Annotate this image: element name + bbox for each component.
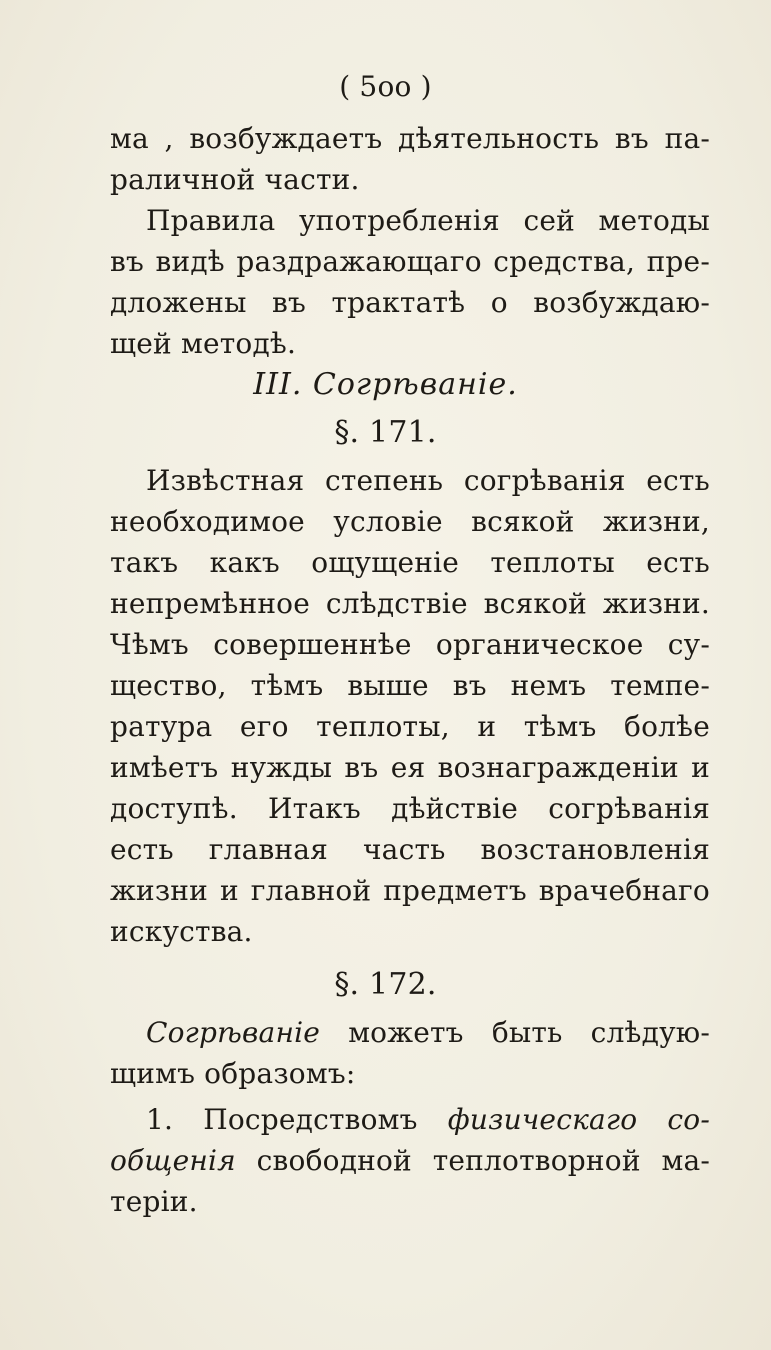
italic-term: Согрѣваніе (146, 1016, 321, 1049)
page-number: ( 5oo ) (339, 70, 432, 103)
text-line: Правила употребленія сей методы (146, 204, 710, 237)
text-line: ма , возбуждаетъ дѣятельность въ па- (110, 122, 710, 155)
text-line: жизни и главной предметъ врачебнаго (110, 874, 710, 907)
text-line: есть главная часть возстановленія (110, 833, 710, 866)
text-line: непремѣнное слѣдствіе всякой жизни. (110, 587, 710, 620)
text-line: Извѣстная степень согрѣванія есть (146, 464, 710, 497)
text-line: дложены въ трактатѣ о возбуждаю- (110, 286, 710, 319)
text-line: щество, тѣмъ выше въ немъ темпе- (110, 669, 710, 702)
text-line: необходимое условіе всякой жизни, (110, 505, 710, 538)
section-number-171: §. 171. (334, 415, 437, 450)
text-line: въ видѣ раздражающаго средства, пре- (110, 245, 710, 278)
list-item-line (110, 1144, 710, 1178)
text-line: имѣетъ нужды въ ея вознагражденіи и (110, 751, 710, 784)
list-item-line: теріи. (110, 1185, 198, 1218)
list-item-line (146, 1103, 710, 1137)
italic-term: физическаго со- (447, 1103, 710, 1136)
text-run: свободной теплотворной ма- (235, 1144, 710, 1177)
text-run: 1. Посредствомъ (146, 1103, 448, 1136)
text-line: доступѣ. Итакъ дѣйствіе согрѣванія (110, 792, 710, 825)
text-line: такъ какъ ощущеніе теплоты есть (110, 546, 710, 579)
section-number-172: §. 172. (334, 967, 437, 1002)
text-line: раличной части. (110, 163, 360, 196)
chapter-heading: III. Согрѣваніе. (253, 367, 518, 402)
text-line: ратура его теплоты, и тѣмъ болѣе (110, 710, 710, 743)
text-line: щимъ образомъ: (110, 1057, 356, 1090)
text-run: можетъ быть слѣдую- (320, 1016, 710, 1049)
italic-term: общенія (110, 1144, 236, 1177)
text-line: искуства. (110, 915, 253, 948)
text-line (146, 1016, 710, 1050)
text-line: Чѣмъ совершеннѣе органическое су- (110, 628, 710, 661)
text-line: щей методѣ. (110, 327, 297, 360)
